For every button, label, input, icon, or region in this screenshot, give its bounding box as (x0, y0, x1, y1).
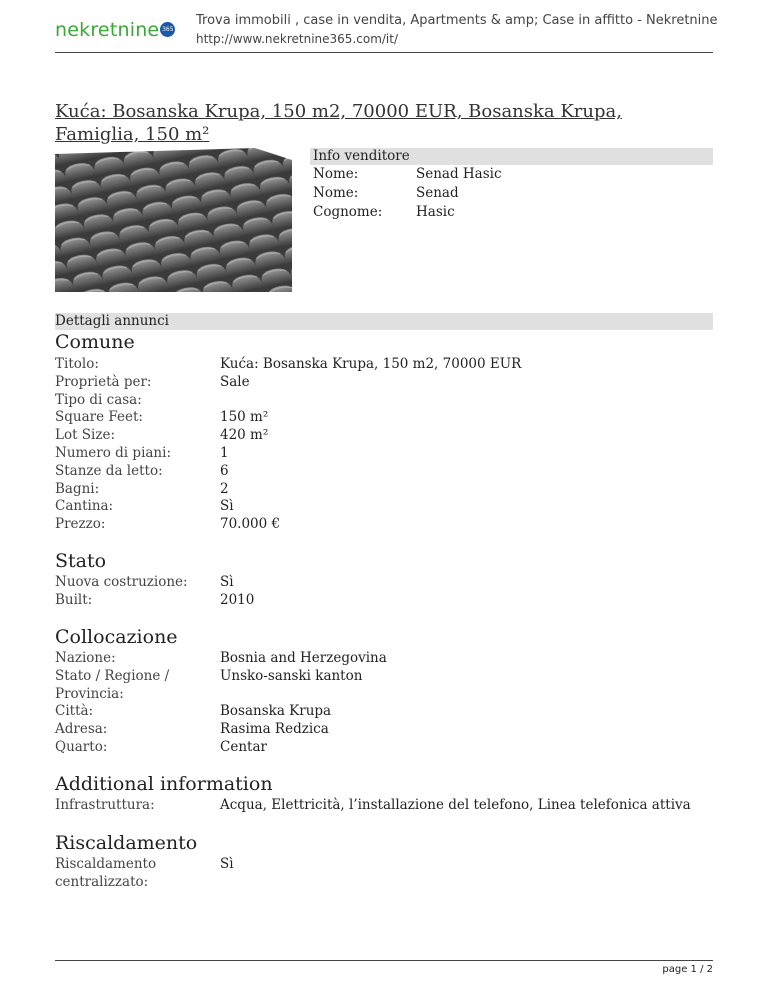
seller-value: Hasic (416, 204, 455, 220)
listing-title[interactable]: Kuća: Bosanska Krupa, 150 m2, 70000 EUR, Bosanska Krupa, Famiglia, 150 m² (55, 101, 622, 145)
seller-row (310, 203, 713, 222)
detail-row (55, 574, 713, 592)
detail-label: Built: (55, 591, 93, 608)
detail-row (55, 445, 713, 463)
riscaldamento-rows (55, 856, 713, 892)
detail-row (55, 481, 713, 499)
detail-row (55, 392, 713, 410)
detail-label: Prezzo: (55, 516, 106, 533)
detail-row (55, 516, 713, 534)
detail-label: Titolo: (55, 356, 99, 372)
section-title-comune: Comune (55, 331, 135, 353)
detail-row (55, 356, 713, 374)
seller-label: Nome: (313, 166, 359, 182)
detail-label: Riscaldamento centralizzato: (55, 856, 157, 890)
listing-photo (55, 148, 292, 292)
detail-row (55, 856, 713, 892)
section-title-additional: Additional information (55, 773, 273, 795)
detail-label: Nuova costruzione: (55, 574, 188, 590)
detail-label: Bagni: (55, 480, 100, 497)
section-title-collocazione: Collocazione (55, 626, 178, 648)
detail-value: Bosnia and Herzegovina (220, 650, 387, 666)
detail-value: 2 (220, 480, 229, 497)
detail-value: Centar (220, 738, 267, 755)
stato-rows (55, 574, 713, 610)
detail-label: Quarto: (55, 738, 108, 755)
seller-heading: Info venditore (310, 148, 713, 165)
section-title-stato: Stato (55, 550, 107, 572)
detail-label: Numero di piani: (55, 444, 171, 461)
detail-value: 6 (220, 462, 229, 479)
detail-label: Stanze da letto: (55, 462, 163, 479)
detail-row (55, 463, 713, 481)
seller-row (310, 165, 713, 184)
detail-label: Cantina: (55, 498, 114, 515)
comune-rows (55, 356, 713, 534)
site-url[interactable]: http://www.nekretnine365.com/it/ (196, 32, 399, 46)
details-heading: Dettagli annunci (55, 313, 713, 330)
seller-value: Senad Hasic (416, 166, 502, 182)
detail-label: Infrastruttura: (55, 797, 155, 813)
detail-value: Sì (220, 498, 234, 515)
detail-row (55, 797, 713, 815)
detail-value: Unsko-sanski kanton (220, 667, 363, 684)
seller-label: Nome: (313, 185, 359, 201)
detail-row (55, 739, 713, 757)
footer-divider (55, 960, 713, 961)
page-header (55, 12, 718, 53)
detail-value: Rasima Redzica (220, 721, 329, 738)
detail-row (55, 721, 713, 739)
seller-row (310, 184, 713, 203)
detail-label: Proprietà per: (55, 373, 152, 390)
detail-value: 1 (220, 444, 229, 461)
detail-label: Square Feet: (55, 409, 143, 426)
detail-label: Lot Size: (55, 427, 116, 444)
collocazione-rows (55, 650, 713, 757)
additional-rows (55, 797, 713, 815)
detail-label: Città: (55, 703, 94, 720)
seller-info (310, 148, 713, 222)
detail-value: 420 m² (220, 427, 269, 444)
detail-label: Stato / Regione / Provincia: (55, 667, 170, 702)
detail-value: Bosanska Krupa (220, 703, 332, 720)
seller-label: Cognome: (313, 204, 383, 220)
detail-row (55, 409, 713, 427)
section-title-riscaldamento: Riscaldamento (55, 832, 198, 854)
detail-value: 150 m² (220, 409, 269, 426)
detail-value: Kuća: Bosanska Krupa, 150 m2, 70000 EUR (220, 356, 522, 372)
detail-value: Sì (220, 574, 234, 590)
detail-value: 2010 (220, 591, 255, 608)
seller-value: Senad (416, 185, 459, 201)
page-number: page 1 / 2 (662, 964, 713, 975)
logo-badge: 365 (160, 22, 175, 37)
detail-row (55, 668, 713, 704)
detail-value: Sale (220, 373, 250, 390)
detail-value: Sì (220, 856, 234, 872)
detail-row (55, 427, 713, 445)
site-title: Trova immobili , case in vendita, Apartments & amp; Case in affitto - Nekretnine (196, 13, 718, 28)
detail-label: Nazione: (55, 650, 116, 666)
detail-label: Adresa: (55, 721, 108, 738)
detail-label: Tipo di casa: (55, 391, 142, 408)
detail-value: 70.000 € (220, 516, 281, 533)
detail-row (55, 498, 713, 516)
logo-text: nekretnine (55, 19, 160, 41)
detail-value: Acqua, Elettricità, l’installazione del telefono, Linea telefonica attiva (220, 797, 691, 813)
detail-row (55, 592, 713, 610)
detail-value (220, 392, 713, 410)
detail-row (55, 374, 713, 392)
detail-row (55, 703, 713, 721)
detail-row (55, 650, 713, 668)
site-logo[interactable] (55, 19, 175, 41)
